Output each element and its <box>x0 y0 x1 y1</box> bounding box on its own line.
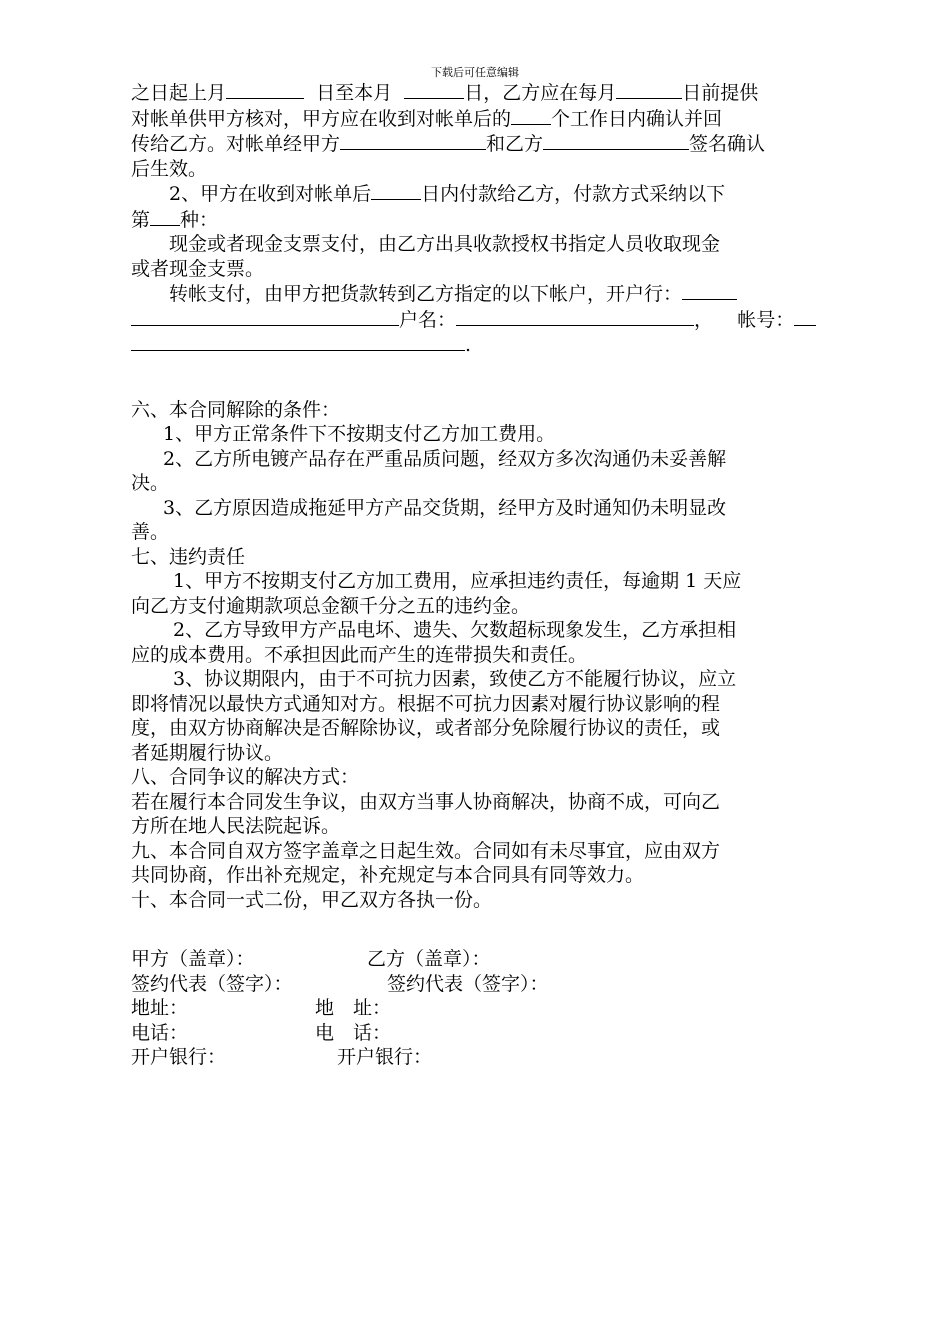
party-a-bank-label: 开户银行： <box>131 1046 227 1068</box>
text-line: 2、乙方导致甲方产品电坏、遗失、欠数超标现象发生，乙方承担相 <box>173 619 737 641</box>
signature-row-bank <box>131 1045 835 1070</box>
blank-field[interactable] <box>131 332 465 351</box>
page-header: 下载后可任意编辑 <box>431 66 519 79</box>
contract-body <box>131 80 835 1070</box>
blank-field[interactable] <box>131 307 399 326</box>
section-heading: 九、本合同自双方签字盖章之日起生效。合同如有未尽事宜，应由双方 <box>131 839 721 862</box>
text-line: 决。 <box>131 472 170 494</box>
text-line: 转帐支付，由甲方把货款转到乙方指定的以下帐户，开户行： <box>131 281 835 307</box>
party-b-seal-label: 乙方（盖章）： <box>367 948 491 970</box>
text-line: 3、乙方原因造成拖延甲方产品交货期，经甲方及时通知仍未明显改 <box>163 496 727 519</box>
signature-row-phone <box>131 1021 835 1046</box>
blank-field[interactable] <box>511 106 551 125</box>
section-heading: 十、本合同一式二份，甲乙双方各执一份。 <box>131 888 493 911</box>
text-line: 对帐单供甲方核对，甲方应在收到对帐单后的 个工作日内确认并回 <box>131 107 723 130</box>
blank-field[interactable] <box>150 207 180 226</box>
text-line: 度，由双方协商解决是否解除协议，或者部分免除履行协议的责任，或 <box>131 717 721 739</box>
blank-field[interactable] <box>340 131 486 150</box>
blank-field[interactable] <box>371 181 421 200</box>
party-a-rep-label: 签约代表（签字）： <box>131 972 293 995</box>
section-heading: 六、本合同解除的条件： <box>131 398 341 421</box>
party-b-rep-label: 签约代表（签字）： <box>387 972 549 995</box>
text-line: 者延期履行协议。 <box>131 741 284 764</box>
blank-field[interactable] <box>226 80 304 99</box>
signature-row-seal <box>131 947 835 972</box>
text-line: 即将情况以最快方式通知对方。根据不可抗力因素对履行协议影响的程 <box>131 692 721 715</box>
text-line: 共同协商，作出补充规定，补充规定与本合同具有同等效力。 <box>131 864 645 886</box>
blank-field[interactable] <box>404 80 464 99</box>
party-a-address-label: 地址： <box>131 997 189 1019</box>
text-line: 若在履行本合同发生争议，由双方当事人协商解决，协商不成，可向乙 <box>131 790 721 813</box>
party-a-phone-label: 电话： <box>131 1021 189 1044</box>
text-line: 向乙方支付逾期款项总金额千分之五的违约金。 <box>131 594 531 617</box>
party-b-phone-label: 电 话： <box>315 1021 392 1044</box>
text-line: 传给乙方。对帐单经甲方 和乙方 签名确认 <box>131 133 766 155</box>
signature-row-rep <box>131 972 835 997</box>
blank-field[interactable] <box>794 307 816 326</box>
text-line: 后生效。 <box>131 157 208 180</box>
text-line: 应的成本费用。不承担因此而产生的连带损失和责任。 <box>131 643 588 666</box>
blank-field[interactable] <box>682 281 737 300</box>
text-line: 1、甲方正常条件下不按期支付乙方加工费用。 <box>163 423 556 445</box>
party-b-bank-label: 开户银行： <box>337 1046 433 1068</box>
text-line: 3、协议期限内，由于不可抗力因素，致使乙方不能履行协议，应立 <box>173 668 737 690</box>
text-line: . <box>131 332 835 358</box>
text-line: 现金或者现金支票支付，由乙方出具收款授权书指定人员收取现金 <box>169 233 721 255</box>
text-line: 户名： ， 帐号： <box>131 307 835 333</box>
blank-field[interactable] <box>543 131 689 150</box>
party-a-seal-label: 甲方（盖章）： <box>131 948 255 970</box>
text-line: 2、乙方所电镀产品存在严重品质问题，经双方多次沟通仍未妥善解 <box>163 447 727 470</box>
text-line: 方所在地人民法院起诉。 <box>131 815 341 837</box>
blank-field[interactable] <box>456 307 694 326</box>
signature-row-address <box>131 996 835 1021</box>
text-line: 第 种： <box>131 208 219 231</box>
blank-field[interactable] <box>616 80 682 99</box>
section-heading: 八、合同争议的解决方式： <box>131 766 360 788</box>
text-line: 善。 <box>131 521 170 543</box>
text-line: 2、甲方在收到对帐单后 日内付款给乙方，付款方式采纳以下 <box>169 183 726 205</box>
section-heading: 七、违约责任 <box>131 545 246 568</box>
text-line: 1、甲方不按期支付乙方加工费用，应承担违约责任，每逾期 1 天应 <box>173 570 742 592</box>
party-b-address-label: 地 址： <box>315 997 392 1019</box>
text-line: 或者现金支票。 <box>131 257 265 280</box>
text-line: 之日起上月 日至本月 日，乙方应在每月 日前提供 <box>131 82 759 104</box>
